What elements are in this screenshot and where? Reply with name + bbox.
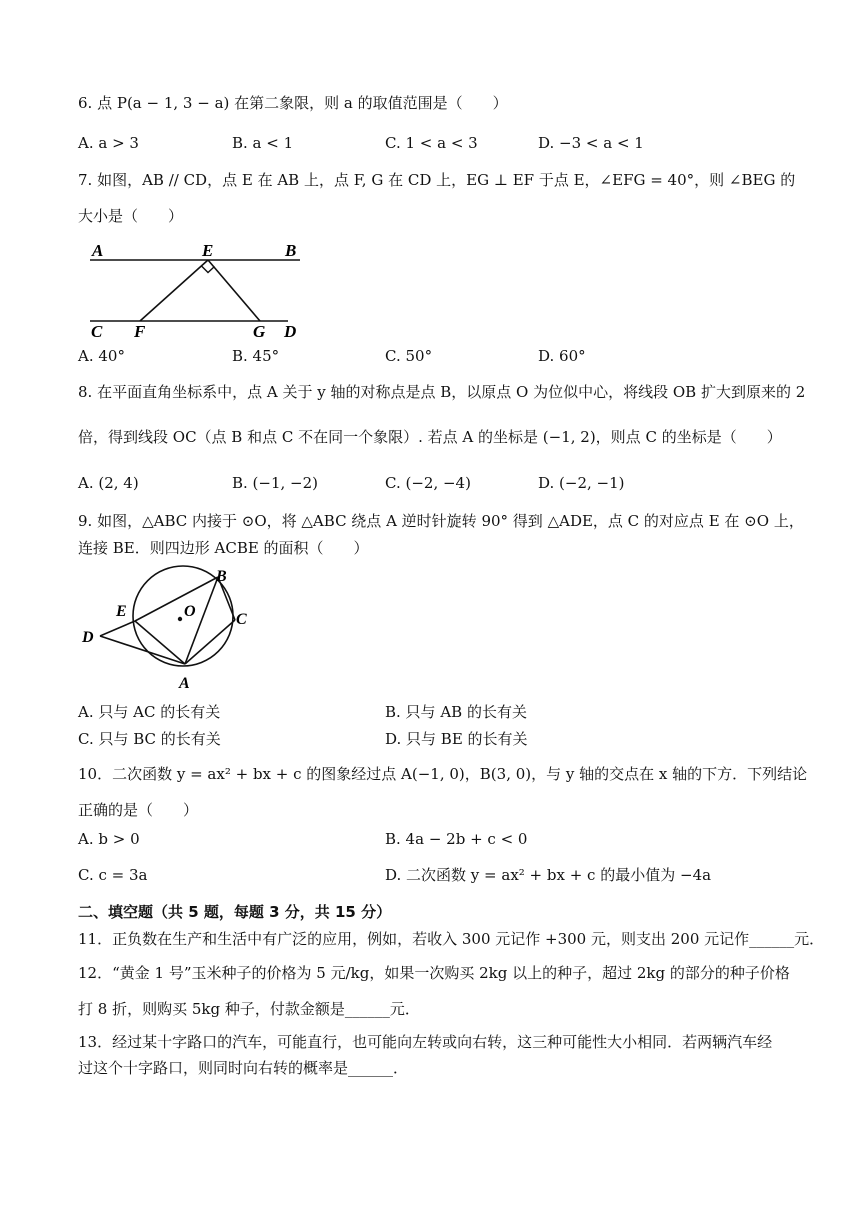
q8-option-a: A. (2, 4)	[78, 474, 139, 492]
q12-stem-line1: 12．“黄金 1 号”玉米种子的价格为 5 元/kg，如果一次购买 2kg 以上的种子，超过 2kg 的部分的种子价格	[78, 964, 790, 982]
q9-label-b: B	[216, 568, 227, 585]
q7-label-g: G	[253, 322, 266, 341]
q7-label-a: A	[92, 241, 104, 260]
q7-stem-line1: 7. 如图，AB // CD，点 E 在 AB 上，点 F, G 在 CD 上，EG ⊥ EF 于点 E，∠EFG = 40°，则 ∠BEG 的	[78, 171, 796, 189]
q12-stem-line2: 打 8 折，则购买 5kg 种子，付款金额是______元．	[78, 1000, 420, 1018]
q6-option-b: B. a < 1	[232, 134, 294, 152]
q9-label-c: C	[236, 611, 247, 628]
q7-label-f: F	[134, 322, 146, 341]
q11-stem: 11．正负数在生产和生活中有广泛的应用，例如，若收入 300 元记作 +300 元，则支出 200 元记作______元．	[78, 930, 825, 948]
q7-label-b: B	[285, 241, 297, 260]
q7-label-d: D	[284, 322, 297, 341]
q7-label-e: E	[202, 241, 214, 260]
q7-stem-line2: 大小是（ ）	[78, 207, 184, 225]
q13-stem-line2: 过这个十字路口，则同时向右转的概率是______．	[78, 1059, 409, 1077]
q7-label-c: C	[91, 322, 103, 341]
q7-figure-parallel-lines	[88, 236, 318, 346]
q9-figure-circle	[78, 564, 268, 694]
q9-option-b: B. 只与 AB 的长有关	[385, 703, 527, 721]
q9-option-c: C. 只与 BC 的长有关	[78, 730, 221, 748]
q13-stem-line1: 13．经过某十字路口的汽车，可能直行，也可能向左转或向右转，这三种可能性大小相同．若两辆汽车经	[78, 1033, 773, 1051]
q6-stem: 6. 点 P(a − 1, 3 − a) 在第二象限，则 a 的取值范围是（ ）	[78, 94, 508, 112]
q8-stem-line1: 8. 在平面直角坐标系中，点 A 关于 y 轴的对称点是点 B，以原点 O 为位似中心，将线段 OB 扩大到原来的 2	[78, 383, 806, 401]
q10-option-a: A. b > 0	[78, 830, 140, 848]
q6-option-c: C. 1 < a < 3	[385, 134, 478, 152]
q6-option-a: A. a > 3	[78, 134, 139, 152]
q8-option-b: B. (−1, −2)	[232, 474, 319, 492]
q9-label-a: A	[179, 675, 190, 692]
q10-option-d: D. 二次函数 y = ax² + bx + c 的最小值为 −4a	[385, 866, 712, 884]
q9-stem-line2: 连接 BE．则四边形 ACBE 的面积（ ）	[78, 539, 369, 557]
q10-option-b: B. 4a − 2b + c < 0	[385, 830, 528, 848]
q10-stem-line2: 正确的是（ ）	[78, 801, 199, 819]
q9-label-e: E	[116, 603, 127, 620]
q9-stem-line1: 9. 如图，△ABC 内接于 ⊙O，将 △ABC 绕点 A 逆时针旋转 90° 得到 △ADE，点 C 的对应点 E 在 ⊙O 上，	[78, 512, 804, 530]
q7-option-d: D. 60°	[538, 347, 586, 365]
section-2-title: 二、填空题（共 5 题，每题 3 分，共 15 分）	[78, 903, 392, 921]
q8-stem-line2: 倍，得到线段 OC（点 B 和点 C 不在同一个象限）. 若点 A 的坐标是 (−1, 2)，则点 C 的坐标是（ ）	[78, 428, 782, 446]
q9-label-d: D	[82, 629, 94, 646]
q7-option-a: A. 40°	[78, 347, 125, 365]
q9-option-d: D. 只与 BE 的长有关	[385, 730, 528, 748]
q10-stem-line1: 10．二次函数 y = ax² + bx + c 的图象经过点 A(−1, 0)，B(3, 0)，与 y 轴的交点在 x 轴的下方．下列结论	[78, 765, 808, 783]
q10-option-c: C. c = 3a	[78, 866, 148, 884]
q6-option-d: D. −3 < a < 1	[538, 134, 644, 152]
q9-option-a: A. 只与 AC 的长有关	[78, 703, 221, 721]
q7-option-b: B. 45°	[232, 347, 280, 365]
q7-option-c: C. 50°	[385, 347, 433, 365]
q9-label-o: O	[184, 603, 196, 620]
q8-option-c: C. (−2, −4)	[385, 474, 471, 492]
q8-option-d: D. (−2, −1)	[538, 474, 625, 492]
